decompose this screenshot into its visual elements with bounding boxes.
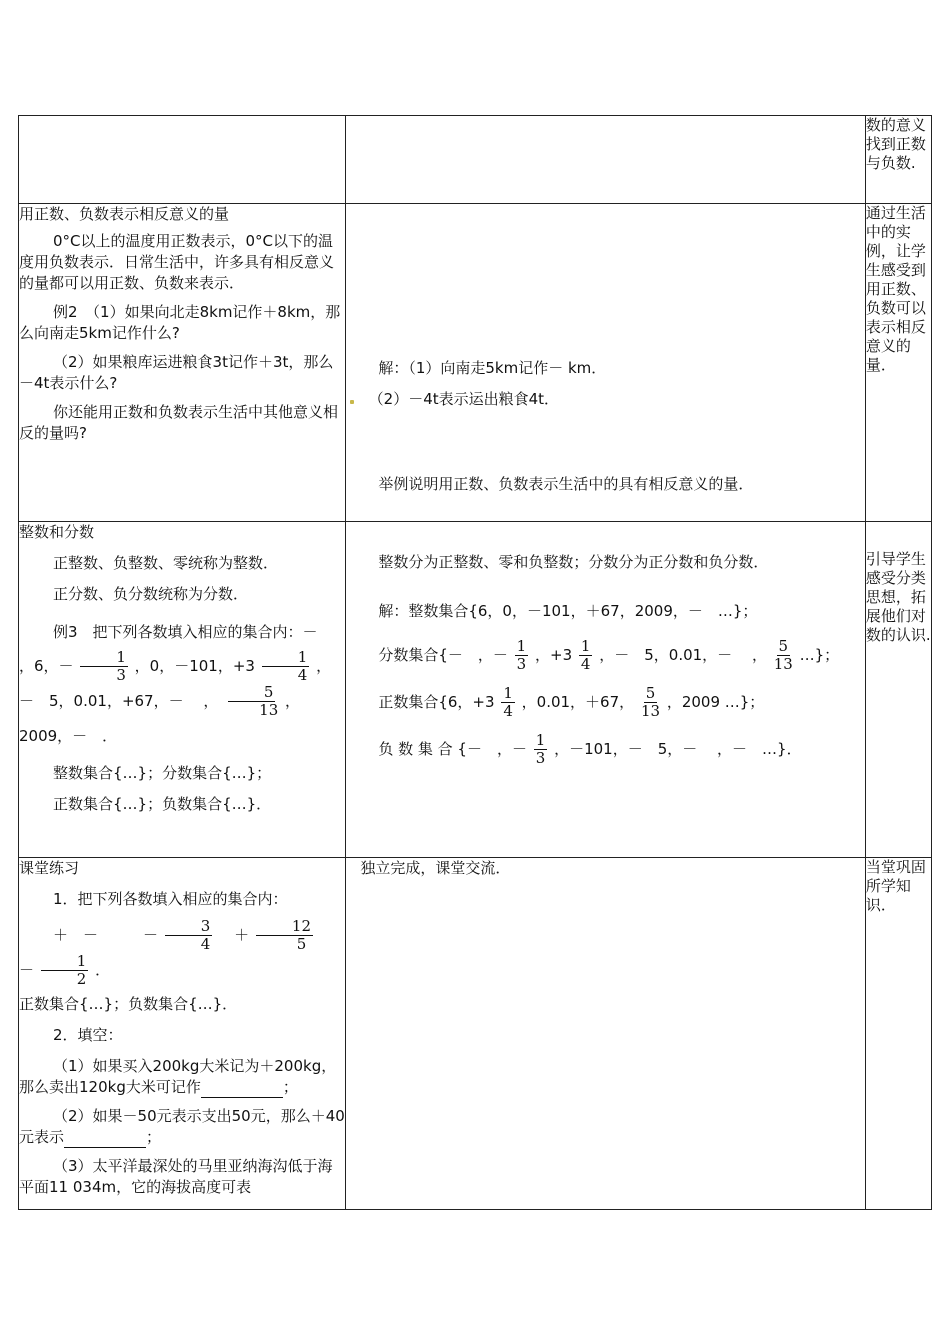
denominator: 5 — [296, 935, 307, 953]
text-part: 正数集合{6，+3 — [378, 693, 495, 711]
denominator: 4 — [200, 935, 211, 953]
cell-left — [19, 522, 346, 858]
fraction — [225, 684, 278, 719]
fraction — [256, 918, 313, 953]
cell-left — [19, 116, 346, 204]
cell-right-note — [865, 522, 931, 858]
denominator: 4 — [580, 655, 591, 673]
numerator: 1 — [80, 649, 128, 667]
note-text: 引导学生感受分类思想，拓展他们对数的认识. — [865, 550, 931, 644]
denominator: 3 — [516, 655, 527, 673]
text-part: ． — [95, 961, 111, 979]
note-text: 通过生活中的实例，让学生感受到用正数、负数可以表示相反意义的量． — [865, 204, 926, 374]
numerator: 1 — [535, 731, 546, 749]
text-part: － — [19, 926, 395, 979]
numerator: 1 — [516, 637, 527, 655]
cell-left — [19, 204, 346, 522]
example-2-q1: 例2 （1）如果向北走8km记作＋8km，那么向南走5km记作什么? — [19, 303, 341, 342]
cell-left — [19, 858, 395, 1210]
fraction — [80, 649, 128, 684]
fraction — [641, 685, 660, 720]
denominator: 13 — [640, 702, 661, 720]
table-row — [19, 858, 932, 1210]
paragraph: 正分数、负分数统称为分数． — [53, 585, 249, 603]
paragraph: 独立完成，课堂交流． — [360, 859, 511, 877]
cell-middle — [346, 116, 866, 204]
fraction — [262, 649, 310, 684]
paragraph: 0°C以上的温度用正数表示，0°C以下的温度用负数表示．日常生活中，许多具有相反意义的量都可以用正数、负数来表示． — [19, 232, 335, 292]
table-row — [19, 522, 932, 858]
table-row — [19, 116, 932, 204]
text-part: ，－ 5，0.01，－ ， — [599, 646, 767, 664]
denominator: 3 — [535, 749, 546, 767]
exercise-1-numbers — [19, 917, 395, 988]
note-text: 当堂巩固所学知识． — [865, 858, 926, 914]
numerator: 1 — [580, 637, 591, 655]
fraction — [515, 638, 529, 673]
denominator: 2 — [76, 970, 87, 988]
denominator: 13 — [259, 701, 279, 719]
example-2-q2: （2）如果粮库运进粮食3t记作＋3t，那么－4t表示什么? — [19, 353, 334, 392]
fraction — [534, 732, 548, 767]
denominator: 13 — [773, 655, 793, 673]
solution-2: （2）－4t表示运出粮食4t． — [368, 390, 560, 408]
exercise-2-3: （3）太平洋最深处的马里亚纳海沟低于海平面11 034m，它的海拔高度可表 — [19, 1157, 333, 1196]
text-part: 分数集合{－ ，－ — [378, 646, 508, 664]
note-text: 数的意义找到正数与负数. — [865, 116, 926, 172]
solution-fractions — [346, 638, 865, 673]
fraction — [774, 638, 793, 673]
text-part: ，－101，－ 5，－ ，－ …}． — [554, 740, 802, 758]
text-part: ，0.01，＋67， — [521, 693, 635, 711]
example-3 — [19, 615, 345, 753]
paragraph: 整数集合{…}；分数集合{…}； — [53, 764, 272, 782]
text-part: ，－ 5，0.01，+67，－ ， — [19, 657, 332, 710]
text-part: ； — [146, 1128, 162, 1146]
exercise-1: 1．把下列各数填入相应的集合内： — [53, 890, 288, 908]
text-part: 例3 把下列各数填入相应的集合内：－ ，6，－ — [19, 623, 338, 675]
text-part: ，2009 …}； — [666, 693, 765, 711]
fraction — [165, 918, 213, 953]
numerator: 5 — [645, 684, 656, 702]
section-title: 课堂练习 — [19, 859, 80, 877]
solution-negative — [346, 732, 865, 767]
cell-right-note — [865, 204, 931, 522]
text-part: ＋ － － — [53, 926, 159, 944]
cell-middle — [346, 858, 866, 1210]
fraction — [501, 685, 515, 720]
section-title: 用正数、负数表示相反意义的量 — [19, 205, 230, 223]
denominator: 3 — [116, 666, 126, 684]
solution-1: 解：（1）向南走5km记作－ km． — [378, 359, 607, 377]
dot-mark — [350, 400, 354, 404]
numerator: 5 — [778, 637, 789, 655]
text-part: ，2009，－ ． — [19, 692, 301, 745]
text-part: （2）如果－50元表示支出50元，那么＋40元表示 — [19, 1107, 345, 1146]
cell-middle — [346, 522, 866, 858]
activity-text: 举例说明用正数、负数表示生活中的具有相反意义的量． — [378, 475, 754, 493]
solution-positive — [346, 685, 865, 720]
paragraph: 你还能用正数和负数表示生活中其他意义相反的量吗? — [19, 403, 339, 442]
section-title: 整数和分数 — [19, 523, 95, 541]
numerator: 1 — [41, 953, 89, 971]
exercise-2-1 — [19, 1056, 345, 1098]
text-part: 负 数 集 合 {－ ，－ — [378, 740, 527, 758]
lesson-table — [18, 115, 932, 1210]
answer-blank[interactable] — [201, 1083, 283, 1098]
exercise-2-2 — [19, 1106, 345, 1148]
numerator: 12 — [256, 918, 313, 936]
text-part: ，+3 — [535, 646, 573, 664]
exercise-2: 2．填空： — [53, 1026, 123, 1044]
denominator: 4 — [297, 666, 308, 684]
cell-right-note — [865, 116, 931, 204]
cell-middle — [346, 204, 866, 522]
paragraph: 正整数、负整数、零统称为整数． — [53, 554, 279, 572]
text-part: …}； — [799, 646, 840, 664]
numerator: 1 — [503, 684, 513, 702]
table-row — [19, 204, 932, 522]
fraction — [579, 638, 593, 673]
fraction — [41, 953, 89, 988]
numerator: 1 — [262, 649, 310, 667]
numerator: 3 — [165, 918, 213, 936]
text-part: （1）如果买入200kg大米记为＋200kg，那么卖出120kg大米可记作 — [19, 1057, 337, 1096]
answer-blank[interactable] — [64, 1133, 146, 1148]
paragraph: 正数集合{…}；负数集合{…}． — [19, 995, 238, 1013]
paragraph: 正数集合{…}；负数集合{…}． — [53, 795, 272, 813]
text-part: ＋ — [219, 926, 250, 944]
cell-right-note — [865, 858, 931, 1210]
text-part: ； — [282, 1078, 298, 1096]
denominator: 4 — [503, 702, 513, 720]
paragraph: 整数分为正整数、零和负整数；分数分为正分数和负分数． — [378, 553, 769, 571]
numerator: 5 — [228, 684, 276, 702]
solution-integers: 解：整数集合{6，0，－101，＋67，2009，－ …}； — [378, 602, 758, 620]
text-part: ，0，－101，+3 — [134, 657, 255, 675]
